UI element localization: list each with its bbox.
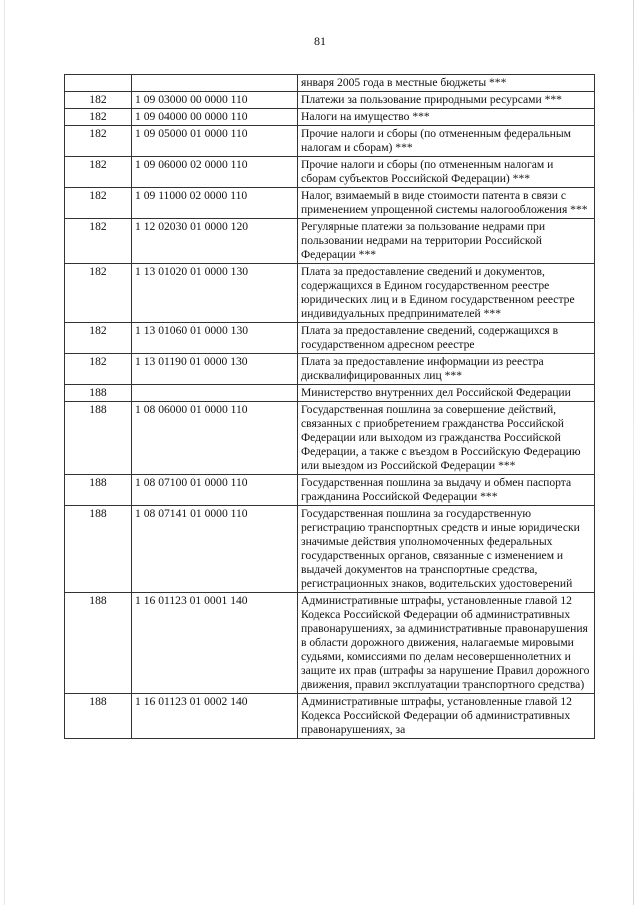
kbk-code-cell: 1 09 04000 00 0000 110 — [132, 109, 298, 126]
table-row — [65, 475, 595, 506]
admin-code-cell: 182 — [65, 92, 132, 109]
revenue-name-cell: Регулярные платежи за пользование недрами при пользовании недрами на территории Российской Федерации *** — [298, 219, 595, 264]
revenue-name-cell: Плата за предоставление сведений и документов, содержащихся в Едином государственном реестре юридических лиц и в Едином государственном реестре индивидуальных предпринимателей *** — [298, 264, 595, 323]
kbk-code-cell: 1 09 03000 00 0000 110 — [132, 92, 298, 109]
admin-code-cell: 188 — [65, 694, 132, 739]
table-row — [65, 219, 595, 264]
revenue-name-cell: Министерство внутренних дел Российской Федерации — [298, 385, 595, 402]
table-row — [65, 593, 595, 694]
kbk-code-cell: 1 08 07100 01 0000 110 — [132, 475, 298, 506]
table-body — [65, 75, 595, 739]
revenue-name-cell: Административные штрафы, установленные главой 12 Кодекса Российской Федерации об административных правонарушениях, за административные правонарушения в области дорожного движения, налагаемые мировыми судьями, комиссиями по делам несовершеннолетних и защите их прав (штрафы за нарушение Правил дорожного движения, правил эксплуатации транспортного средства) — [298, 593, 595, 694]
admin-code-cell: 188 — [65, 475, 132, 506]
admin-code-cell: 182 — [65, 264, 132, 323]
kbk-code-cell: 1 13 01190 01 0000 130 — [132, 354, 298, 385]
admin-code-cell: 182 — [65, 188, 132, 219]
admin-code-cell: 188 — [65, 402, 132, 475]
revenue-name-cell: Прочие налоги и сборы (по отмененным налогам и сборам субъектов Российской Федерации) *** — [298, 157, 595, 188]
budget-codes-table — [64, 74, 595, 739]
scan-edge-right — [633, 0, 634, 905]
revenue-name-cell: Прочие налоги и сборы (по отмененным федеральным налогам и сборам) *** — [298, 126, 595, 157]
kbk-code-cell: 1 09 05000 01 0000 110 — [132, 126, 298, 157]
table-row — [65, 354, 595, 385]
table-row — [65, 75, 595, 92]
table-row — [65, 264, 595, 323]
kbk-code-cell: 1 16 01123 01 0001 140 — [132, 593, 298, 694]
revenue-name-cell: Государственная пошлина за выдачу и обмен паспорта гражданина Российской Федерации *** — [298, 475, 595, 506]
kbk-code-cell: 1 09 11000 02 0000 110 — [132, 188, 298, 219]
admin-code-cell: 182 — [65, 219, 132, 264]
table-row — [65, 126, 595, 157]
kbk-code-cell — [132, 75, 298, 92]
revenue-name-cell: января 2005 года в местные бюджеты *** — [298, 75, 595, 92]
table-row — [65, 92, 595, 109]
kbk-code-cell: 1 16 01123 01 0002 140 — [132, 694, 298, 739]
kbk-code-cell: 1 08 06000 01 0000 110 — [132, 402, 298, 475]
admin-code-cell — [65, 75, 132, 92]
admin-code-cell: 182 — [65, 323, 132, 354]
admin-code-cell: 188 — [65, 385, 132, 402]
revenue-name-cell: Государственная пошлина за совершение действий, связанных с приобретением гражданства Российской Федерации или выходом из гражданства Российской Федерации, а также с въездом в Российскую Федерацию или выездом из Российской Федерации *** — [298, 402, 595, 475]
table-row — [65, 385, 595, 402]
table-row — [65, 188, 595, 219]
table-row — [65, 694, 595, 739]
table-row — [65, 323, 595, 354]
revenue-name-cell: Налог, взимаемый в виде стоимости патента в связи с применением упрощенной системы налогообложения *** — [298, 188, 595, 219]
table-row — [65, 157, 595, 188]
table-row — [65, 109, 595, 126]
admin-code-cell: 182 — [65, 354, 132, 385]
kbk-code-cell: 1 08 07141 01 0000 110 — [132, 506, 298, 593]
revenue-name-cell: Плата за предоставление сведений, содержащихся в государственном адресном реестре — [298, 323, 595, 354]
kbk-code-cell: 1 09 06000 02 0000 110 — [132, 157, 298, 188]
revenue-name-cell: Налоги на имущество *** — [298, 109, 595, 126]
revenue-name-cell: Платежи за пользование природными ресурсами *** — [298, 92, 595, 109]
table-row — [65, 506, 595, 593]
kbk-code-cell: 1 13 01020 01 0000 130 — [132, 264, 298, 323]
page-number: 81 — [314, 34, 326, 48]
admin-code-cell: 188 — [65, 506, 132, 593]
revenue-name-cell: Плата за предоставление информации из реестра дисквалифицированных лиц *** — [298, 354, 595, 385]
kbk-code-cell: 1 12 02030 01 0000 120 — [132, 219, 298, 264]
kbk-code-cell — [132, 385, 298, 402]
scan-edge-left — [4, 0, 5, 905]
admin-code-cell: 188 — [65, 593, 132, 694]
revenue-name-cell: Государственная пошлина за государственную регистрацию транспортных средств и иные юридически значимые действия уполномоченных федеральных государственных органов, связанные с изменением и выдачей документов на транспортные средства, регистрационных знаков, водительских удостоверений — [298, 506, 595, 593]
admin-code-cell: 182 — [65, 109, 132, 126]
kbk-code-cell: 1 13 01060 01 0000 130 — [132, 323, 298, 354]
admin-code-cell: 182 — [65, 157, 132, 188]
table-row — [65, 402, 595, 475]
admin-code-cell: 182 — [65, 126, 132, 157]
revenue-name-cell: Административные штрафы, установленные главой 12 Кодекса Российской Федерации об административных правонарушениях, за — [298, 694, 595, 739]
